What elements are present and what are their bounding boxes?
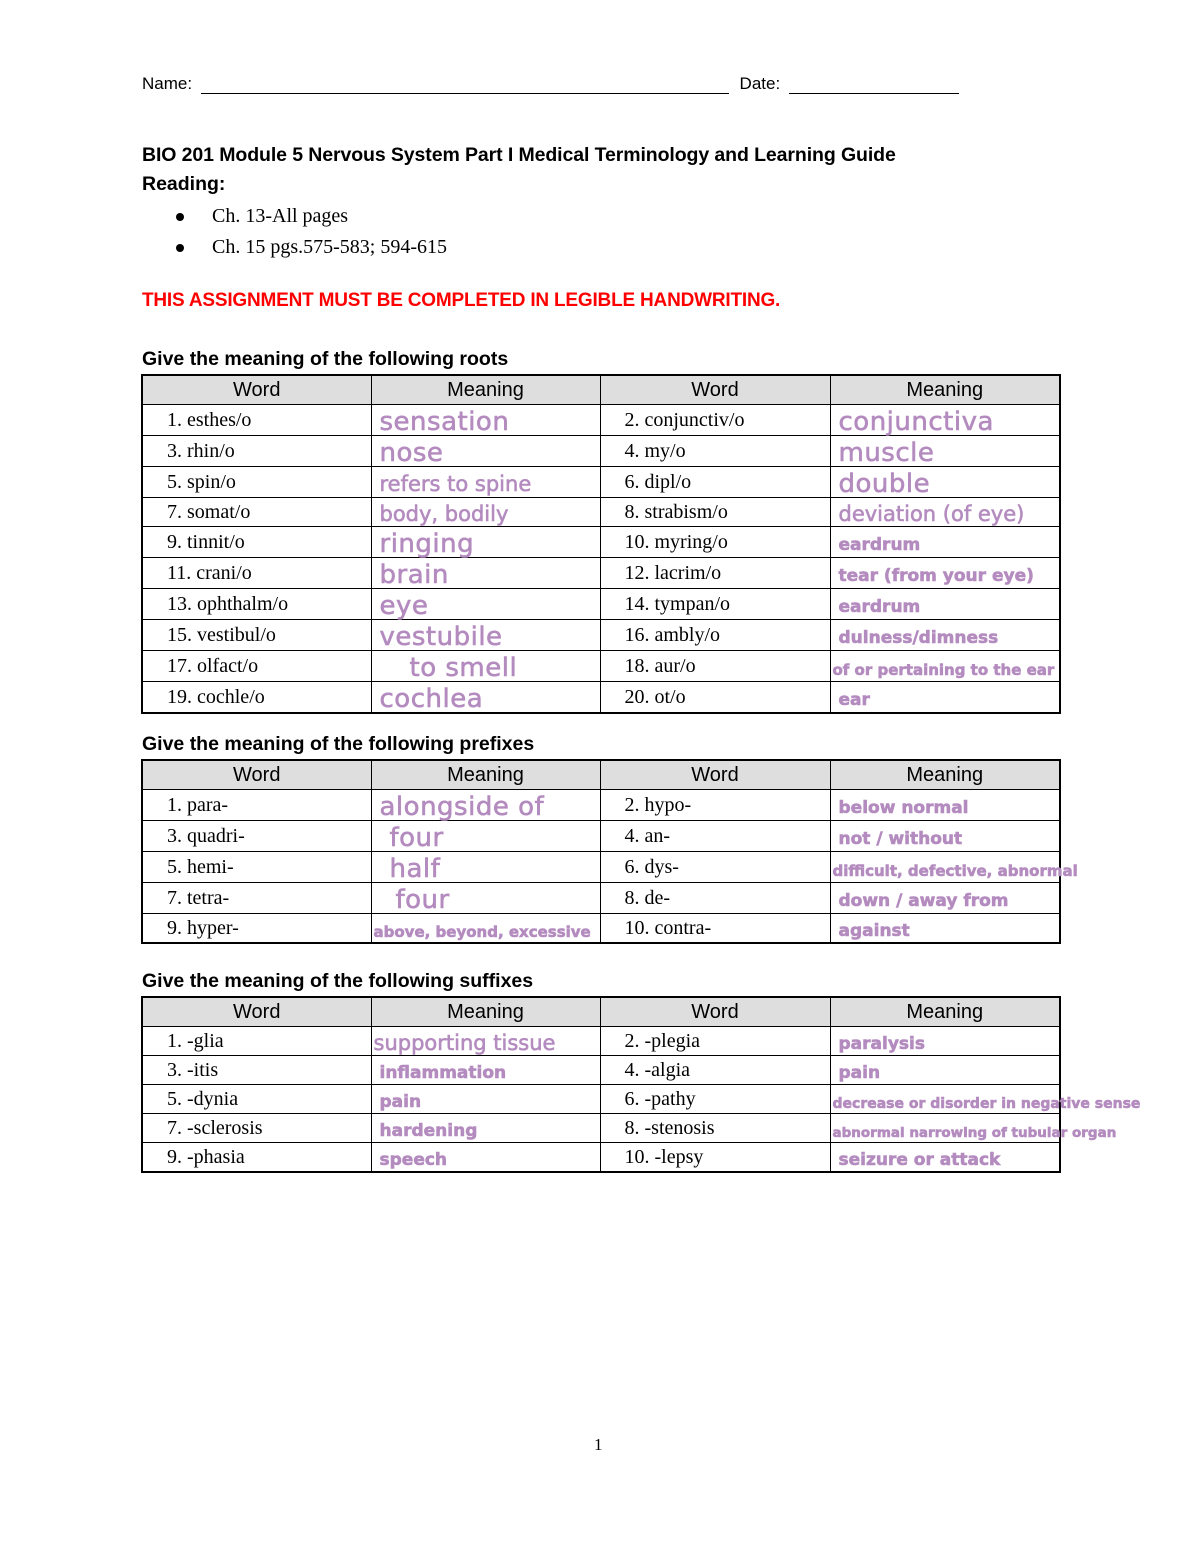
answer-cell[interactable] — [830, 467, 1060, 498]
term-cell: 1. esthes/o — [142, 405, 371, 436]
handwritten-answer: pain — [379, 1092, 422, 1112]
suffixes-heading: Give the meaning of the following suffixes — [142, 970, 534, 992]
term-cell: 4. an- — [600, 821, 830, 852]
term-cell: 7. somat/o — [142, 498, 371, 527]
handwritten-answer: supporting tissue — [373, 1031, 556, 1055]
term-cell: 5. spin/o — [142, 467, 371, 498]
term-cell: 7. tetra- — [142, 883, 371, 914]
term-cell: 20. ot/o — [600, 682, 830, 714]
term-cell: 9. -phasia — [142, 1143, 371, 1173]
column-header-word: Word — [142, 375, 371, 405]
handwritten-answer: to smell — [409, 653, 518, 683]
answer-cell[interactable] — [371, 436, 600, 467]
term-cell: 10. myring/o — [600, 527, 830, 558]
handwritten-answer: tear (from your eye) — [838, 566, 1034, 586]
handwritten-answer: refers to spine — [379, 472, 532, 496]
answer-cell[interactable] — [371, 1143, 600, 1173]
term-cell: 16. ambly/o — [600, 620, 830, 651]
answer-cell[interactable] — [371, 620, 600, 651]
answer-cell[interactable] — [371, 589, 600, 620]
table-row — [142, 558, 1060, 589]
term-cell: 19. cochle/o — [142, 682, 371, 714]
answer-cell[interactable] — [830, 589, 1060, 620]
answer-cell[interactable] — [830, 436, 1060, 467]
answer-cell[interactable] — [830, 558, 1060, 589]
term-cell: 12. lacrim/o — [600, 558, 830, 589]
term-cell: 6. dys- — [600, 852, 830, 883]
answer-cell[interactable] — [371, 883, 600, 914]
answer-cell[interactable] — [830, 1143, 1060, 1173]
page-title: BIO 201 Module 5 Nervous System Part I Medical Terminology and Learning Guide — [142, 144, 896, 166]
handwritten-answer: inflammation — [379, 1063, 507, 1083]
answer-cell[interactable] — [371, 821, 600, 852]
handwritten-answer: four — [389, 823, 444, 853]
column-header-meaning: Meaning — [830, 997, 1060, 1027]
answer-cell[interactable] — [830, 620, 1060, 651]
handwritten-answer: above, beyond, excessive — [373, 922, 591, 941]
handwriting-warning: THIS ASSIGNMENT MUST BE COMPLETED IN LEGIBLE HANDWRITING. — [142, 290, 781, 311]
suffixes-table — [141, 996, 1141, 1173]
answer-cell[interactable] — [371, 682, 600, 714]
term-cell: 10. -lepsy — [600, 1143, 830, 1173]
term-cell: 11. crani/o — [142, 558, 371, 589]
table-row — [142, 1027, 1060, 1056]
answer-cell[interactable] — [371, 651, 600, 682]
handwritten-answer: ear — [838, 690, 870, 710]
answer-cell[interactable] — [830, 914, 1060, 944]
answer-cell[interactable] — [830, 498, 1060, 527]
handwritten-answer: deviation (of eye) — [838, 502, 1025, 526]
table-row — [142, 405, 1060, 436]
term-cell: 8. -stenosis — [600, 1114, 830, 1143]
handwritten-answer: brain — [379, 560, 449, 590]
handwritten-answer: ringing — [379, 529, 475, 559]
answer-cell[interactable] — [830, 651, 1060, 682]
answer-cell[interactable] — [830, 1027, 1060, 1056]
handwritten-answer: cochlea — [379, 684, 484, 714]
term-cell: 3. quadri- — [142, 821, 371, 852]
table-row — [142, 620, 1060, 651]
handwritten-answer: against — [838, 921, 910, 941]
answer-cell[interactable] — [371, 558, 600, 589]
prefixes-table — [141, 759, 1078, 944]
table-row — [142, 914, 1060, 944]
handwritten-answer: nose — [379, 438, 444, 468]
term-cell: 1. para- — [142, 790, 371, 821]
answer-cell[interactable] — [371, 527, 600, 558]
term-cell: 5. -dynia — [142, 1085, 371, 1114]
term-cell: 8. de- — [600, 883, 830, 914]
term-cell: 9. tinnit/o — [142, 527, 371, 558]
column-header-meaning: Meaning — [371, 997, 600, 1027]
answer-cell[interactable] — [830, 790, 1060, 821]
reading-list — [142, 201, 447, 263]
table-row — [142, 821, 1060, 852]
answer-cell[interactable] — [371, 1056, 600, 1085]
term-cell: 6. dipl/o — [600, 467, 830, 498]
answer-cell[interactable] — [371, 852, 600, 883]
column-header-meaning: Meaning — [371, 375, 600, 405]
answer-cell[interactable] — [830, 1085, 1141, 1114]
table-row — [142, 436, 1060, 467]
answer-cell[interactable] — [830, 1114, 1117, 1143]
name-date-line — [142, 74, 959, 94]
term-cell: 17. olfact/o — [142, 651, 371, 682]
date-field[interactable] — [789, 77, 959, 94]
handwritten-answer: muscle — [838, 438, 935, 468]
column-header-word: Word — [600, 997, 830, 1027]
handwritten-answer: decrease or disorder in negative sense — [832, 1095, 1141, 1112]
handwritten-answer: speech — [379, 1150, 448, 1170]
term-cell: 15. vestibul/o — [142, 620, 371, 651]
column-header-meaning: Meaning — [371, 760, 600, 790]
name-label: Name: — [142, 74, 193, 93]
table-row — [142, 651, 1060, 682]
date-label: Date: — [739, 74, 781, 93]
term-cell: 14. tympan/o — [600, 589, 830, 620]
term-cell: 3. -itis — [142, 1056, 371, 1085]
column-header-word: Word — [600, 760, 830, 790]
name-field[interactable] — [201, 77, 729, 94]
column-header-meaning: Meaning — [830, 760, 1060, 790]
term-cell: 18. aur/o — [600, 651, 830, 682]
handwritten-answer: down / away from — [838, 891, 1009, 911]
answer-cell[interactable] — [830, 821, 1060, 852]
handwritten-answer: sensation — [379, 407, 510, 437]
handwritten-answer: alongside of — [379, 792, 545, 822]
reading-label: Reading: — [142, 173, 226, 195]
table-row — [142, 852, 1060, 883]
table-row — [142, 1114, 1060, 1143]
answer-cell[interactable] — [830, 883, 1060, 914]
table-header-row — [142, 375, 1060, 405]
term-cell: 1. -glia — [142, 1027, 371, 1056]
column-header-word: Word — [600, 375, 830, 405]
handwritten-answer: abnormal narrowing of tubular organ — [832, 1124, 1117, 1141]
term-cell: 8. strabism/o — [600, 498, 830, 527]
term-cell: 10. contra- — [600, 914, 830, 944]
answer-cell[interactable] — [830, 852, 1078, 883]
handwritten-answer: pain — [838, 1063, 881, 1083]
term-cell: 2. -plegia — [600, 1027, 830, 1056]
table-row — [142, 790, 1060, 821]
table-header-row — [142, 997, 1060, 1027]
term-cell: 2. hypo- — [600, 790, 830, 821]
table-row — [142, 589, 1060, 620]
answer-cell[interactable] — [371, 1085, 600, 1114]
handwritten-answer: not / without — [838, 829, 963, 849]
answer-cell[interactable] — [830, 682, 1060, 714]
handwritten-answer: body, bodily — [379, 502, 509, 526]
handwritten-answer: conjunctiva — [838, 407, 994, 437]
table-row — [142, 1143, 1060, 1173]
term-cell: 9. hyper- — [142, 914, 371, 944]
answer-cell[interactable] — [371, 1027, 600, 1056]
term-cell: 7. -sclerosis — [142, 1114, 371, 1143]
roots-table — [141, 374, 1061, 714]
term-cell: 13. ophthalm/o — [142, 589, 371, 620]
term-cell: 6. -pathy — [600, 1085, 830, 1114]
table-row — [142, 883, 1060, 914]
term-cell: 4. my/o — [600, 436, 830, 467]
table-row — [142, 1085, 1060, 1114]
reading-item: Ch. 13-All pages — [142, 201, 447, 232]
handwritten-answer: seizure or attack — [838, 1150, 1001, 1170]
page-number: 1 — [594, 1435, 603, 1454]
handwritten-answer: double — [838, 469, 931, 499]
handwritten-answer: vestubile — [379, 622, 503, 652]
table-row — [142, 682, 1060, 714]
table-header-row — [142, 760, 1060, 790]
handwritten-answer: four — [395, 885, 450, 915]
handwritten-answer: difficult, defective, abnormal — [832, 861, 1078, 880]
answer-cell[interactable] — [830, 1056, 1060, 1085]
column-header-meaning: Meaning — [830, 375, 1060, 405]
answer-cell[interactable] — [830, 405, 1060, 436]
roots-heading: Give the meaning of the following roots — [142, 348, 509, 370]
handwritten-answer: hardening — [379, 1121, 478, 1141]
column-header-word: Word — [142, 760, 371, 790]
answer-cell[interactable] — [371, 790, 600, 821]
handwritten-answer: eardrum — [838, 597, 921, 617]
handwritten-answer: eye — [379, 591, 429, 621]
handwritten-answer: paralysis — [838, 1034, 925, 1054]
table-row — [142, 467, 1060, 498]
answer-cell[interactable] — [371, 498, 600, 527]
column-header-word: Word — [142, 997, 371, 1027]
handwritten-answer: of or pertaining to the ear — [832, 660, 1055, 679]
handwritten-answer: below normal — [838, 798, 969, 818]
answer-cell[interactable] — [371, 405, 600, 436]
table-row — [142, 498, 1060, 527]
handwritten-answer: eardrum — [838, 535, 921, 555]
term-cell: 3. rhin/o — [142, 436, 371, 467]
term-cell: 5. hemi- — [142, 852, 371, 883]
reading-item: Ch. 15 pgs.575-583; 594-615 — [142, 232, 447, 263]
handwritten-answer: dulness/dimness — [838, 628, 999, 648]
table-row — [142, 1056, 1060, 1085]
answer-cell[interactable] — [371, 914, 600, 944]
table-row — [142, 527, 1060, 558]
answer-cell[interactable] — [371, 1114, 600, 1143]
prefixes-heading: Give the meaning of the following prefixes — [142, 733, 535, 755]
term-cell: 4. -algia — [600, 1056, 830, 1085]
handwritten-answer: half — [389, 854, 441, 884]
term-cell: 2. conjunctiv/o — [600, 405, 830, 436]
answer-cell[interactable] — [830, 527, 1060, 558]
answer-cell[interactable] — [371, 467, 600, 498]
